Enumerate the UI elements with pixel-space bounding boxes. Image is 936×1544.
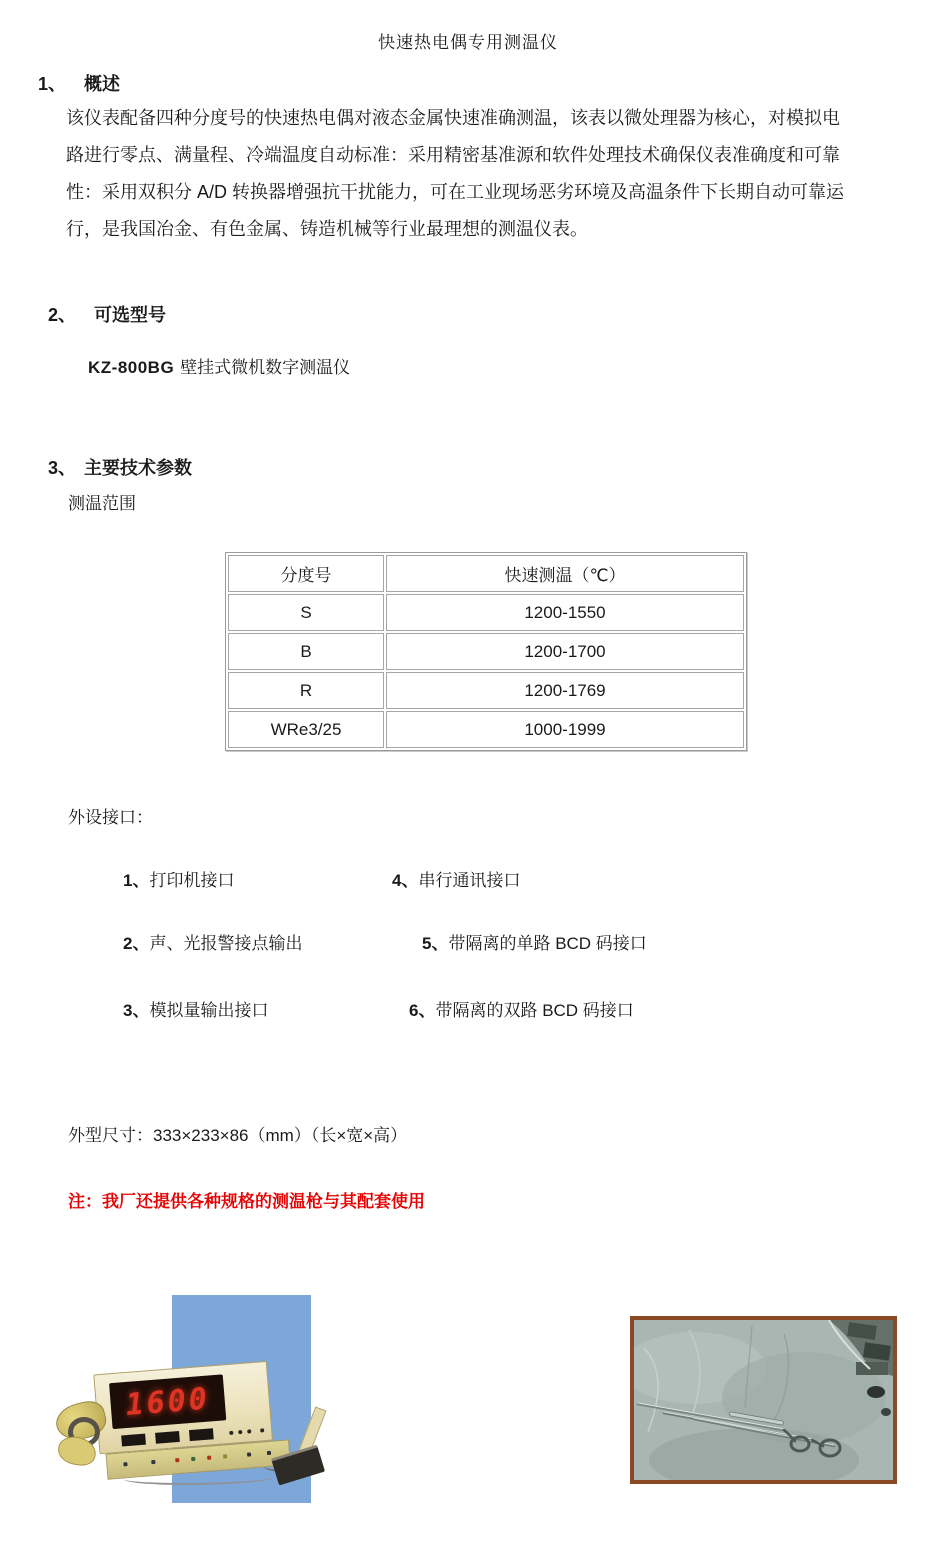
paragraph-line: 该仪表配备四种分度号的快速热电偶对液态金属快速准确测温，该表以微处理器为核心，对模拟电	[66, 108, 840, 128]
model-name: 壁挂式微机数字测温仪	[180, 358, 351, 377]
section2-number: 2、	[48, 305, 77, 325]
peripheral-item-number: 6、	[409, 1001, 436, 1020]
section3-subheading: 测温范围	[68, 494, 136, 513]
dimensions-line: 外型尺寸：333×233×86（mm）（长×宽×高）	[68, 1126, 408, 1145]
meter-indicator-dot	[260, 1428, 264, 1432]
table-header-cell: 分度号	[228, 555, 384, 592]
table-row	[228, 672, 744, 709]
meter-button	[121, 1434, 146, 1447]
chassis-connector-dot	[247, 1452, 251, 1456]
section1-number: 1、	[38, 74, 67, 94]
model-code: KZ-800BG	[88, 358, 175, 377]
meter-front-panel	[93, 1361, 273, 1454]
section2-heading-label: 可选型号	[94, 305, 167, 325]
peripheral-item-number: 3、	[123, 1001, 150, 1020]
peripheral-item-label: 声、光报警接点输出	[149, 934, 303, 953]
chassis-connector-dot	[151, 1460, 155, 1464]
meter-display-digits: 1600	[124, 1380, 212, 1423]
table-cell-range: 1200-1769	[386, 672, 744, 709]
chassis-connector-dot	[175, 1458, 179, 1462]
table-cell-scale: B	[228, 633, 384, 670]
peripheral-item	[392, 866, 520, 891]
note-line: 注：我厂还提供各种规格的测温枪与其配套使用	[68, 1192, 425, 1211]
chassis-connector-dot	[223, 1454, 227, 1458]
peripheral-item-label: 串行通讯接口	[418, 871, 521, 890]
peripheral-item	[123, 996, 268, 1021]
peripheral-item-label: 带隔离的单路 BCD 码接口	[448, 934, 647, 953]
peripheral-item-number: 5、	[422, 934, 449, 953]
peripheral-item-number: 4、	[392, 871, 419, 890]
table-cell-scale: WRe3/25	[228, 711, 384, 748]
table-cell-range: 1200-1700	[386, 633, 744, 670]
meter-led-display	[109, 1374, 226, 1429]
section3-heading	[48, 454, 192, 480]
peripheral-item	[123, 929, 302, 954]
peripheral-item-number: 1、	[123, 871, 150, 890]
table-row	[228, 633, 744, 670]
meter-indicator-dot	[229, 1431, 233, 1435]
chassis-connector-dot	[191, 1457, 195, 1461]
peripheral-item-label: 带隔离的双路 BCD 码接口	[435, 1001, 634, 1020]
section2-heading	[48, 301, 166, 327]
table-cell-scale: S	[228, 594, 384, 631]
meter-indicator-dot	[247, 1429, 251, 1433]
overview-paragraph	[66, 100, 844, 248]
peripheral-item-number: 2、	[123, 934, 150, 953]
section1-heading-label: 概述	[84, 74, 121, 94]
table-header-cell: 快速测温（℃）	[386, 555, 744, 592]
meter-button	[189, 1428, 214, 1441]
section1-heading	[38, 70, 120, 96]
lance-photo-image	[634, 1320, 893, 1480]
peripheral-item-label: 模拟量输出接口	[149, 1001, 269, 1020]
peripheral-item	[123, 866, 234, 891]
peripheral-item-label: 打印机接口	[149, 871, 235, 890]
chassis-connector-dot	[123, 1462, 127, 1466]
paragraph-line: 路进行零点、满量程、冷端温度自动标准：采用精密基准源和软件处理技术确保仪表准确度和可靠	[66, 145, 840, 165]
table-header-row	[228, 555, 744, 592]
meter-indicator-dot	[238, 1430, 242, 1434]
peripheral-item	[422, 929, 647, 954]
lance-photo	[630, 1316, 897, 1484]
model-line	[88, 353, 350, 378]
peripheral-item	[409, 996, 634, 1021]
table-cell-range: 1000-1999	[386, 711, 744, 748]
meter-button	[155, 1431, 180, 1444]
temperature-range-table	[225, 552, 747, 751]
section3-heading-label: 主要技术参数	[84, 458, 193, 478]
table-cell-scale: R	[228, 672, 384, 709]
paragraph-line: 行，是我国冶金、有色金属、铸造机械等行业最理想的测温仪表。	[66, 219, 588, 239]
table-cell-range: 1200-1550	[386, 594, 744, 631]
meter-photo	[60, 1285, 322, 1517]
section3-number: 3、	[48, 458, 77, 478]
page-title: 快速热电偶专用测温仪	[378, 33, 558, 52]
table-row	[228, 711, 744, 748]
paragraph-line: 性：采用双积分 A/D 转换器增强抗干扰能力，可在工业现场恶劣环境及高温条件下长期自动可靠运	[66, 182, 845, 202]
table-row	[228, 594, 744, 631]
chassis-connector-dot	[207, 1456, 211, 1460]
peripherals-title: 外设接口：	[68, 808, 153, 827]
chassis-connector-dot	[267, 1451, 271, 1455]
